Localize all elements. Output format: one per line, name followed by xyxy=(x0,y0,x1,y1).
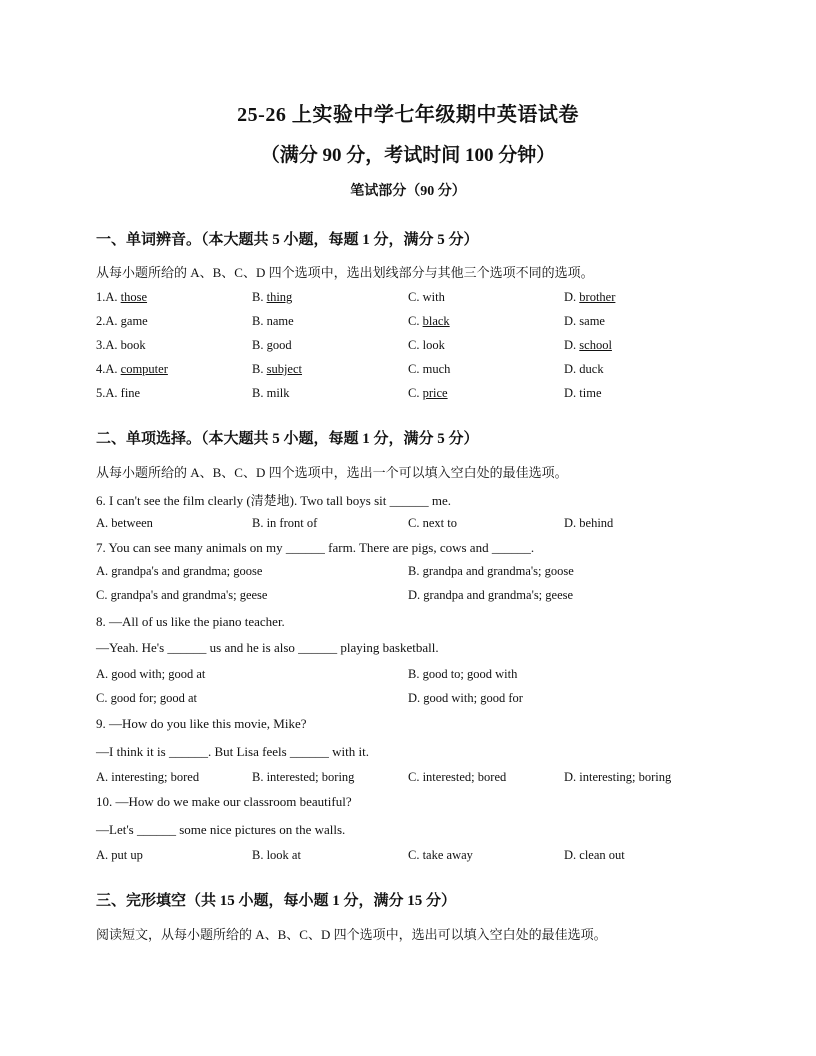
section2-instruction: 从每小题所给的 A、B、C、D 四个选项中，选出一个可以填入空白处的最佳选项。 xyxy=(96,465,568,480)
q7-option-d: D. grandpa and grandma's; geese xyxy=(408,588,574,602)
q8-option-d: D. good with; good for xyxy=(408,691,523,705)
q4-option-b: B. subject xyxy=(252,362,303,376)
q2-option-c: C. black xyxy=(408,314,450,328)
q1-option-d: D. brother xyxy=(564,290,616,304)
part-label: 笔试部分（90 分） xyxy=(350,184,466,199)
q3-option-a: 3.A. book xyxy=(96,338,146,352)
q9-option-c: C. interested; bored xyxy=(408,770,507,784)
q4-option-c: C. much xyxy=(408,362,451,376)
q9-option-a: A. interesting; bored xyxy=(96,770,200,784)
q7-option-b: B. grandpa and grandma's; goose xyxy=(408,564,574,578)
q4-option-a: 4.A. computer xyxy=(96,362,168,376)
q9-reply: —I think it is ______. But Lisa feels ______ with it. xyxy=(96,744,369,759)
q5-option-a: 5.A. fine xyxy=(96,386,141,400)
q8-option-c: C. good for; good at xyxy=(96,691,198,705)
section3-instruction: 阅读短文，从每小题所给的 A、B、C、D 四个选项中，选出可以填入空白处的最佳选项。 xyxy=(96,927,607,942)
section1-instruction: 从每小题所给的 A、B、C、D 四个选项中，选出划线部分与其他三个选项不同的选项。 xyxy=(96,265,594,280)
q6-stem: 6. I can't see the film clearly (清楚地). Two tall boys sit ______ me. xyxy=(96,493,452,508)
q2-option-b: B. name xyxy=(252,314,294,328)
q6-option-d: D. behind xyxy=(564,516,614,530)
q8-reply: —Yeah. He's ______ us and he is also ______ playing basketball. xyxy=(96,640,439,655)
q3-option-c: C. look xyxy=(408,338,445,352)
q5-option-b: B. milk xyxy=(252,386,290,400)
exam-subtitle: （满分 90 分，考试时间 100 分钟） xyxy=(260,145,556,166)
q9-option-b: B. interested; boring xyxy=(252,770,355,784)
q3-option-b: B. good xyxy=(252,338,292,352)
q10-option-d: D. clean out xyxy=(564,848,625,862)
section3-heading: 三、完形填空（共 15 小题，每小题 1 分，满分 15 分） xyxy=(96,893,457,909)
q1-option-c: C. with xyxy=(408,290,445,304)
q10-reply: —Let's ______ some nice pictures on the walls. xyxy=(96,822,346,837)
q7-stem: 7. You can see many animals on my ______ farm. There are pigs, cows and ______. xyxy=(96,540,535,555)
q6-option-a: A. between xyxy=(96,516,153,530)
q1-option-a: 1.A. those xyxy=(96,290,148,304)
q6-option-b: B. in front of xyxy=(252,516,318,530)
q10-option-b: B. look at xyxy=(252,848,301,862)
q4-option-d: D. duck xyxy=(564,362,604,376)
q5-option-c: C. price xyxy=(408,386,448,400)
q7-option-a: A. grandpa's and grandma; goose xyxy=(96,564,263,578)
q8-option-b: B. good to; good with xyxy=(408,667,518,681)
q8-option-a: A. good with; good at xyxy=(96,667,206,681)
q9-option-d: D. interesting; boring xyxy=(564,770,672,784)
section2-heading: 二、单项选择。（本大题共 5 小题，每题 1 分，满分 5 分） xyxy=(96,431,479,447)
exam-title: 25-26 上实验中学七年级期中英语试卷 xyxy=(237,104,579,126)
q3-option-d: D. school xyxy=(564,338,612,352)
q10-option-c: C. take away xyxy=(408,848,473,862)
q9-stem: 9. —How do you like this movie, Mike? xyxy=(96,716,307,731)
q6-option-c: C. next to xyxy=(408,516,457,530)
section1-heading: 一、单词辨音。（本大题共 5 小题，每题 1 分，满分 5 分） xyxy=(96,232,479,248)
q5-option-d: D. time xyxy=(564,386,602,400)
q10-stem: 10. —How do we make our classroom beautiful? xyxy=(96,794,352,809)
q2-option-a: 2.A. game xyxy=(96,314,148,328)
q8-stem: 8. —All of us like the piano teacher. xyxy=(96,614,285,629)
q7-option-c: C. grandpa's and grandma's; geese xyxy=(96,588,268,602)
q10-option-a: A. put up xyxy=(96,848,143,862)
q1-option-b: B. thing xyxy=(252,290,293,304)
q2-option-d: D. same xyxy=(564,314,605,328)
